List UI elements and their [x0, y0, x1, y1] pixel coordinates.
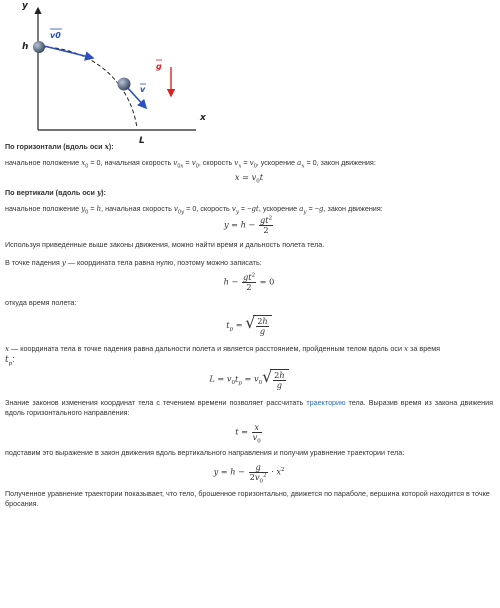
axis-x-label: x: [200, 113, 206, 123]
h-label: h: [22, 42, 29, 52]
v0-label: v0: [50, 31, 61, 40]
ball-start: [33, 41, 45, 53]
axis-y-label: y: [22, 1, 28, 11]
document-body: [5, 142, 493, 509]
hence-time-text: откуда время полета:: [5, 298, 77, 307]
using-laws-text: Используя приведенные выше законы движения, можно найти время и дальность полета тела.: [5, 240, 325, 249]
equation-t: t = $\frac{x}{v_0}$: [235, 422, 261, 445]
substitute-text: подставим это выражение в закон движения вдоль вертикального направления и получим уравнение траектории тела:: [5, 448, 405, 457]
fall-point-line: В точке падения y — координата тела равна нулю, поэтому можно записать:: [5, 258, 262, 267]
x-coordinate-line-2: $t_p$:: [5, 354, 15, 367]
horizontal-line: начальное положение $x_0 = 0$, начальная скорость $v_{0x} = v_0$, скорость $v_x = v_0$, ускорение $a_x = 0$, закон движения:: [5, 158, 376, 170]
equation-y: y = h − $\frac{gt^2}{2}$: [223, 215, 273, 235]
equation-fall: h − $\frac{gt^2}{2}$ = 0: [223, 272, 275, 292]
trajectory-link[interactable]: траекторию: [306, 398, 346, 407]
horizontal-title: По горизонтали (вдоль оси x):: [5, 142, 114, 151]
ball-moving: [118, 78, 131, 91]
g-label: g: [156, 62, 162, 71]
vertical-line: начальное положение $y_0 = h$, начальная скорость $v_{0y} = 0$, скорость $v_y = -gt$, ускорение $a_y = -g$, закон движения:: [5, 204, 383, 216]
vertical-title: По вертикали (вдоль оси y):: [5, 188, 106, 197]
conclusion-text: Полученное уравнение траектории показывает, что тело, брошенное горизонтально, движется по параболе, вершина которой находится в точке бросания.: [5, 489, 490, 508]
equation-x: $x = v_0t$: [234, 172, 264, 185]
equation-L: $L = v_0t_p = v_0$ √ $\frac{2h}{g}$: [5, 369, 493, 390]
v0-arrow: [44, 46, 93, 58]
v-label: v: [140, 85, 146, 94]
L-label: L: [139, 136, 145, 146]
projectile-figure: [0, 0, 500, 146]
equation-trajectory: y = h − $\frac{g}{2v_0^2}$ · $x^2$: [213, 462, 285, 485]
x-coordinate-line: x — координата тела в точке падения равна дальности полета и является расстоянием, пройденным телом вдоль оси x за время: [5, 344, 441, 353]
equation-tp: $t_p$ = √ $\frac{2h}{g}$: [5, 315, 493, 336]
knowing-laws-text: Знание законов изменения координат тела с течением времени позволяет рассчитать траекторию тела. Выразив время из закона движения вдоль горизонтального направления:: [5, 398, 494, 417]
